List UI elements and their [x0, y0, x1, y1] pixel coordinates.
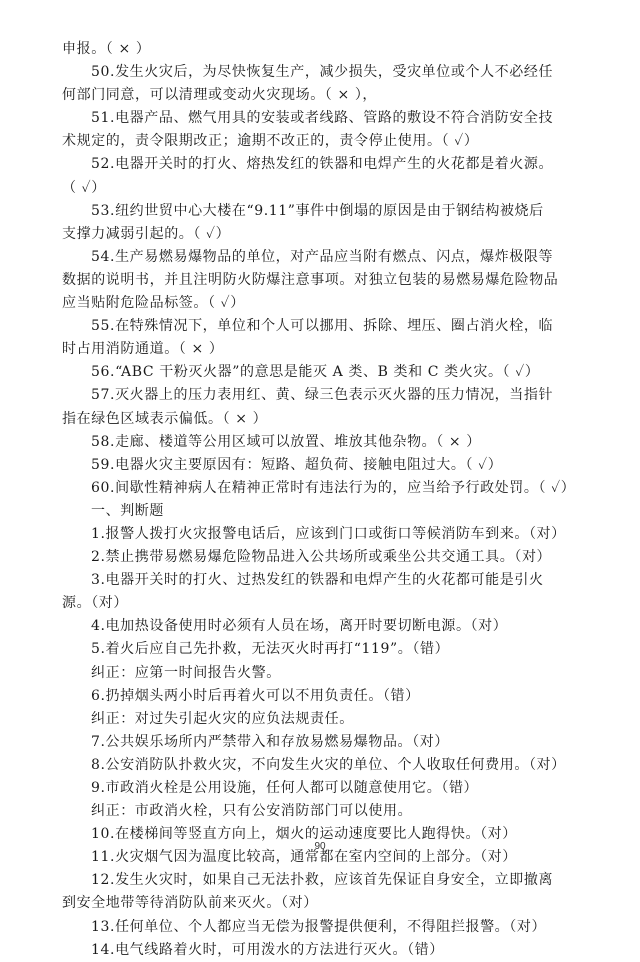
text-line: 3.电器开关时的打火、过热发红的铁器和电焊产生的火花都可能是引火 [91, 572, 544, 589]
page-body [62, 38, 582, 962]
text-line: 时占用消防通道。（ × ） [62, 341, 224, 358]
text-line: 14.电气线路着火时，可用泼水的方法进行灭火。（错） [91, 941, 444, 958]
text-line: 52.电器开关时的打火、熔热发红的铁器和电焊产生的火花都是着火源。 [91, 156, 554, 173]
text-line: 54.生产易燃易爆物品的单位，对产品应当附有燃点、闪点，爆炸极限等 [91, 248, 554, 265]
text-line: 8.公安消防队扑救火灾，不向发生火灾的单位、个人收取任何费用。（对） [91, 756, 566, 773]
text-line: 9.市政消火栓是公用设施，任何人都可以随意使用它。（错） [91, 780, 479, 796]
text-line: 源。（对） [62, 595, 128, 612]
text-line: 支撑力减弱引起的。（ ✓） [62, 225, 231, 242]
text-line: 指在绿色区域表示偏低。（ × ） [62, 410, 268, 427]
text-line: 13.任何单位、个人都应当无偿为报警提供便利，不得阻拦报警。（对） [91, 918, 547, 935]
text-line: 11.火灾烟气因为温度比较高，通常都在室内空间的上部分。（对） [91, 849, 517, 866]
text-line: 60.间歇性精神病人在精神正常时有违法行为的，应当给予行政处罚。（ ✓） [91, 479, 576, 496]
text-line: 55.在特殊情况下，单位和个人可以挪用、拆除、埋压、圈占消火栓，临 [91, 318, 554, 335]
text-line: 4.电加热设备使用时必须有人员在场，离开时要切断电源。（对） [91, 618, 508, 635]
text-line: 术规定的，责令限期改正；逾期不改正的，责令停止使用。（ ✓） [62, 133, 479, 150]
text-line: 58.走廊、楼道等公用区域可以放置、堆放其他杂物。（ × ） [91, 433, 481, 450]
text-line: 应当贴附危险品标签。（ ✓） [62, 295, 245, 312]
text-line: 到安全地带等待消防队前来灭火。（对） [62, 895, 318, 912]
text-line: 申报。（ × ） [62, 41, 151, 57]
text-line: 5.着火后应自己先扑救，无法灭火时再打“119”。（错） [91, 641, 450, 658]
text-line: 纠正：应第一时间报告火警。 [91, 664, 281, 681]
text-line: 56.“ABC 干粉灭火器”的意思是能灭 A 类、B 类和 C 类火灾。（ ✓） [91, 364, 540, 381]
text-line: 51.电器产品、燃气用具的安装或者线路、管路的敷设不符合消防安全技 [91, 110, 554, 127]
text-line: 6.扔掉烟头两小时后再着火可以不用负责任。（错） [91, 687, 420, 704]
text-line: 纠正：对过失引起火灾的应负法规责任。 [91, 710, 354, 727]
text-line: 一、判断题 [91, 502, 164, 519]
text-line: 数据的说明书，并且注明防火防爆注意事项。对独立包装的易燃易爆危险物品 [62, 271, 559, 288]
text-line: 纠正：市政消火栓，只有公安消防部门可以使用。 [91, 803, 413, 820]
text-line: （ ✓） [62, 179, 106, 196]
text-line: 何部门同意，可以清理或变动火灾现场。（ × ）， [62, 87, 378, 104]
text-line: 53.纽约世贸中心大楼在“9.11”事件中倒塌的原因是由于钢结构被烧后 [91, 202, 544, 219]
text-line: 1.报警人拨打火灾报警电话后，应该到门口或街口等候消防车到来。（对） [91, 525, 566, 542]
text-line: 7.公共娱乐场所内严禁带入和存放易燃易爆物品。（对） [91, 733, 449, 750]
text-line: 50.发生火灾后，为尽快恢复生产，减少损失，受灾单位或个人不必经任 [91, 64, 554, 81]
text-line: 59.电器火灾主要原因有：短路、超负荷、接触电阻过大。（ ✓） [91, 456, 503, 473]
page-number: 90 [314, 841, 326, 852]
text-line: 2.禁止携带易燃易爆危险物品进入公共场所或乘坐公共交通工具。（对） [91, 549, 552, 566]
text-line: 57.灭火器上的压力表用红、黄、绿三色表示灭火器的压力情况，当指针 [91, 387, 554, 404]
text-line: 10.在楼梯间等竖直方向上，烟火的运动速度要比人跑得快。（对） [91, 826, 517, 843]
text-line: 12.发生火灾时，如果自己无法扑救，应该首先保证自身安全，立即撤离 [91, 872, 554, 889]
